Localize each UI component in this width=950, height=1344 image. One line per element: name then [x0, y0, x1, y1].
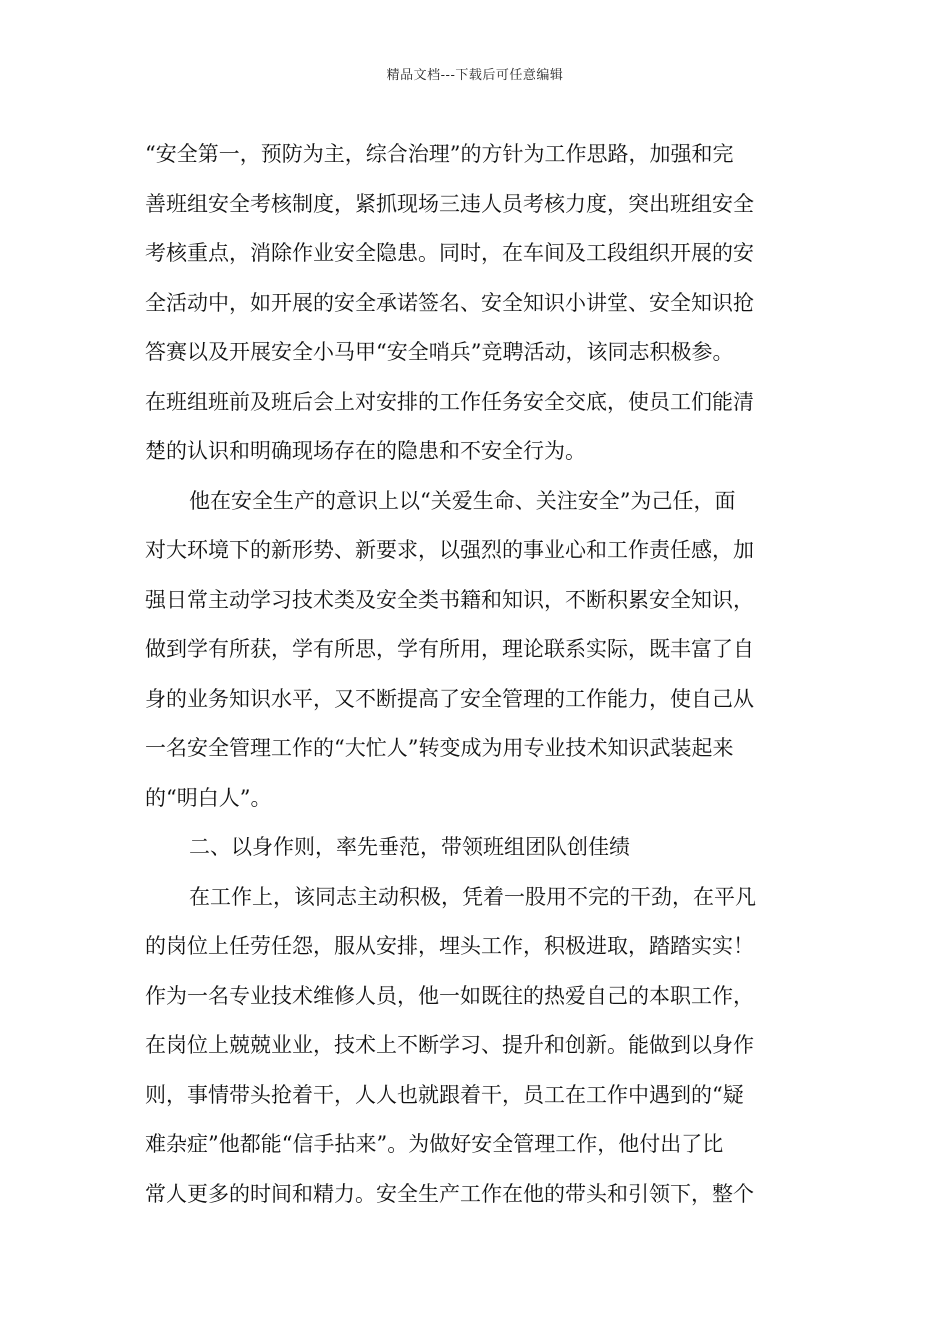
text-line: 身的业务知识水平，又不断提高了安全管理的工作能力，使自己从: [145, 686, 754, 711]
page-header: 精品文档---下载后可任意编辑: [386, 68, 564, 83]
text-line: 楚的认识和明确现场存在的隐患和不安全行为。: [145, 439, 586, 463]
paragraph-first-line: 在工作上，该同志主动积极，凭着一股用不完的干劲，在平凡: [189, 884, 756, 909]
text-line: 答赛以及开展安全小马甲“安全哨兵”竞聘活动，该同志积极参。: [145, 340, 734, 364]
text-line: 作为一名专业技术维修人员，他一如既往的热爱自己的本职工作，: [145, 983, 754, 1008]
text-line: 常人更多的时间和精力。安全生产工作在他的带头和引领下，整个: [145, 1181, 754, 1206]
text-line: 的“明白人”。: [145, 785, 272, 810]
section-heading: 二、以身作则，率先垂范，带领班组团队创佳绩: [189, 835, 630, 859]
text-line: 考核重点，消除作业安全隐患。同时，在车间及工段组织开展的安: [145, 241, 754, 265]
text-line: 对大环境下的新形势、新要求，以强烈的事业心和工作责任感，加: [145, 538, 754, 562]
text-line: 难杂症”他都能“信手拈来”。为做好安全管理工作，他付出了比: [145, 1132, 724, 1156]
document-body: [145, 130, 810, 1219]
text-line: 强日常主动学习技术类及安全类书籍和知识，不断积累安全知识，: [145, 587, 754, 612]
text-line: 在岗位上兢兢业业，技术上不断学习、提升和创新。能做到以身作: [145, 1033, 754, 1057]
paragraph-first-line: 他在安全生产的意识上以“关爱生命、关注安全”为己任，面: [189, 488, 736, 513]
text-line: 在班组班前及班后会上对安排的工作任务安全交底，使员工们能清: [145, 389, 754, 414]
text-line: 一名安全管理工作的“大忙人”转变成为用专业技术知识武装起来: [145, 736, 734, 760]
text-line: 做到学有所获，学有所思，学有所用，理论联系实际，既丰富了自: [145, 637, 754, 661]
text-line: 的岗位上任劳任怨，服从安排，埋头工作，积极进取，踏踏实实！: [145, 934, 754, 958]
text-line: 则，事情带头抢着干，人人也就跟着干，员工在工作中遇到的“疑: [145, 1082, 744, 1107]
text-line: 善班组安全考核制度，紧抓现场三违人员考核力度，突出班组安全: [145, 191, 754, 216]
text-line: “安全第一，预防为主，综合治理”的方针为工作思路，加强和完: [145, 142, 734, 166]
text-line: 全活动中，如开展的安全承诺签名、安全知识小讲堂、安全知识抢: [145, 290, 754, 315]
